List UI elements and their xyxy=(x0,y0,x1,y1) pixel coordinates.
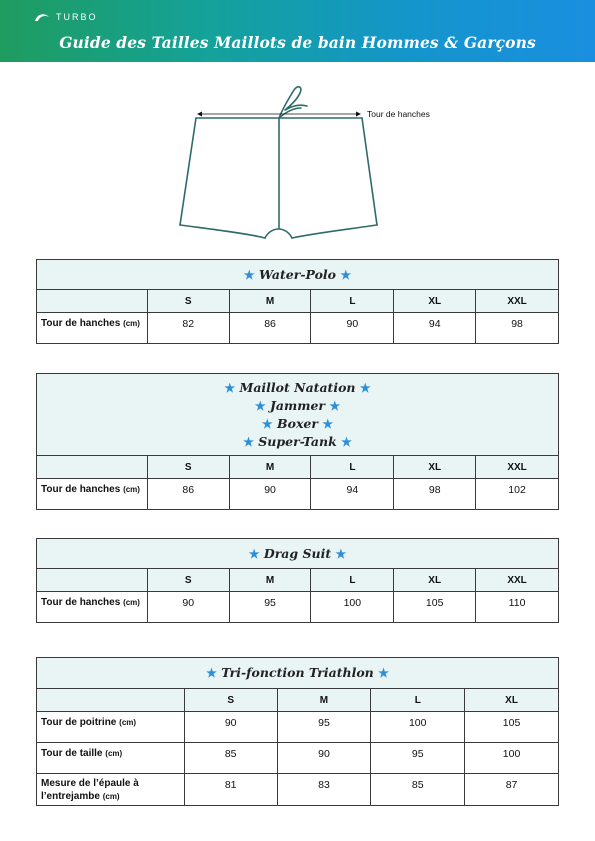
star-icon: ★ xyxy=(378,666,389,680)
value-cell: 90 xyxy=(147,592,229,623)
corner-cell xyxy=(37,689,185,712)
size-table-waterpolo xyxy=(36,259,559,344)
value-cell: 105 xyxy=(394,592,476,623)
table-title: ★ Maillot Natation ★ ★ Jammer ★ ★ Boxer ★ ★ Super-Tank ★ xyxy=(37,374,559,456)
brand-name: TURBO xyxy=(56,12,98,22)
table-row xyxy=(37,774,559,806)
value-cell: 86 xyxy=(147,479,229,510)
value-cell: 100 xyxy=(465,743,559,774)
size-header: XL xyxy=(394,456,476,479)
size-header: L xyxy=(311,456,394,479)
row-label: Mesure de l’épaule à l’entrejambe (cm) xyxy=(37,774,185,806)
row-label: Tour de taille (cm) xyxy=(37,743,185,774)
size-header: S xyxy=(184,689,277,712)
value-cell: 83 xyxy=(277,774,371,806)
value-cell: 90 xyxy=(277,743,371,774)
row-label: Tour de hanches (cm) xyxy=(37,592,148,623)
star-icon: ★ xyxy=(224,380,236,395)
value-cell: 98 xyxy=(394,479,476,510)
value-cell: 94 xyxy=(394,313,476,344)
star-icon: ★ xyxy=(329,398,341,413)
size-table-triathlon xyxy=(36,657,559,806)
row-label: Tour de poitrine (cm) xyxy=(37,712,185,743)
size-header: XXL xyxy=(476,290,559,313)
size-header: XL xyxy=(465,689,559,712)
table-row xyxy=(37,313,559,344)
value-cell: 105 xyxy=(465,712,559,743)
star-icon: ★ xyxy=(359,380,371,395)
star-icon: ★ xyxy=(335,546,347,561)
value-cell: 95 xyxy=(277,712,371,743)
size-header: M xyxy=(229,569,311,592)
value-cell: 81 xyxy=(184,774,277,806)
value-cell: 82 xyxy=(147,313,229,344)
value-cell: 102 xyxy=(476,479,559,510)
value-cell: 95 xyxy=(229,592,311,623)
star-icon: ★ xyxy=(261,416,273,431)
value-cell: 90 xyxy=(184,712,277,743)
value-cell: 90 xyxy=(311,313,394,344)
value-cell: 86 xyxy=(229,313,311,344)
value-cell: 87 xyxy=(465,774,559,806)
size-table-dragsuit xyxy=(36,538,559,623)
size-header: L xyxy=(371,689,465,712)
swim-short-diagram xyxy=(0,80,595,250)
corner-cell xyxy=(37,290,148,313)
table-row xyxy=(37,712,559,743)
size-header: L xyxy=(311,290,394,313)
star-icon: ★ xyxy=(248,546,260,561)
size-header: M xyxy=(229,290,311,313)
corner-cell xyxy=(37,569,148,592)
table-title: ★ Drag Suit ★ xyxy=(37,539,559,569)
star-icon: ★ xyxy=(322,416,334,431)
size-header: S xyxy=(147,290,229,313)
wave-logo-icon xyxy=(34,12,50,22)
size-header: XL xyxy=(394,569,476,592)
diagram-measure-label: Tour de hanches xyxy=(367,109,430,119)
size-header: M xyxy=(229,456,311,479)
table-title: ★ Tri-fonction Triathlon ★ xyxy=(37,658,559,689)
header-banner xyxy=(0,0,595,62)
size-header: XXL xyxy=(476,456,559,479)
page-title: Guide des Tailles Maillots de bain Hommes & Garçons xyxy=(59,33,536,52)
star-icon: ★ xyxy=(243,267,255,282)
value-cell: 98 xyxy=(476,313,559,344)
value-cell: 110 xyxy=(476,592,559,623)
row-label: Tour de hanches (cm) xyxy=(37,479,148,510)
row-label: Tour de hanches (cm) xyxy=(37,313,148,344)
brand-logo xyxy=(34,10,98,24)
size-header: S xyxy=(147,569,229,592)
value-cell: 100 xyxy=(311,592,394,623)
value-cell: 100 xyxy=(371,712,465,743)
size-header: XL xyxy=(394,290,476,313)
value-cell: 94 xyxy=(311,479,394,510)
table-row xyxy=(37,479,559,510)
measure-arrow xyxy=(197,112,361,117)
star-icon: ★ xyxy=(341,434,352,449)
size-header: XXL xyxy=(476,569,559,592)
star-icon: ★ xyxy=(340,267,352,282)
value-cell: 85 xyxy=(371,774,465,806)
corner-cell xyxy=(37,456,148,479)
size-header: L xyxy=(311,569,394,592)
table-row xyxy=(37,592,559,623)
star-icon: ★ xyxy=(254,398,266,413)
size-header: S xyxy=(147,456,229,479)
star-icon: ★ xyxy=(206,666,217,680)
value-cell: 85 xyxy=(184,743,277,774)
size-table-natation xyxy=(36,373,559,510)
table-title: ★ Water-Polo ★ xyxy=(37,260,559,290)
value-cell: 90 xyxy=(229,479,311,510)
table-row xyxy=(37,743,559,774)
star-icon: ★ xyxy=(243,434,254,449)
size-header: M xyxy=(277,689,371,712)
value-cell: 95 xyxy=(371,743,465,774)
